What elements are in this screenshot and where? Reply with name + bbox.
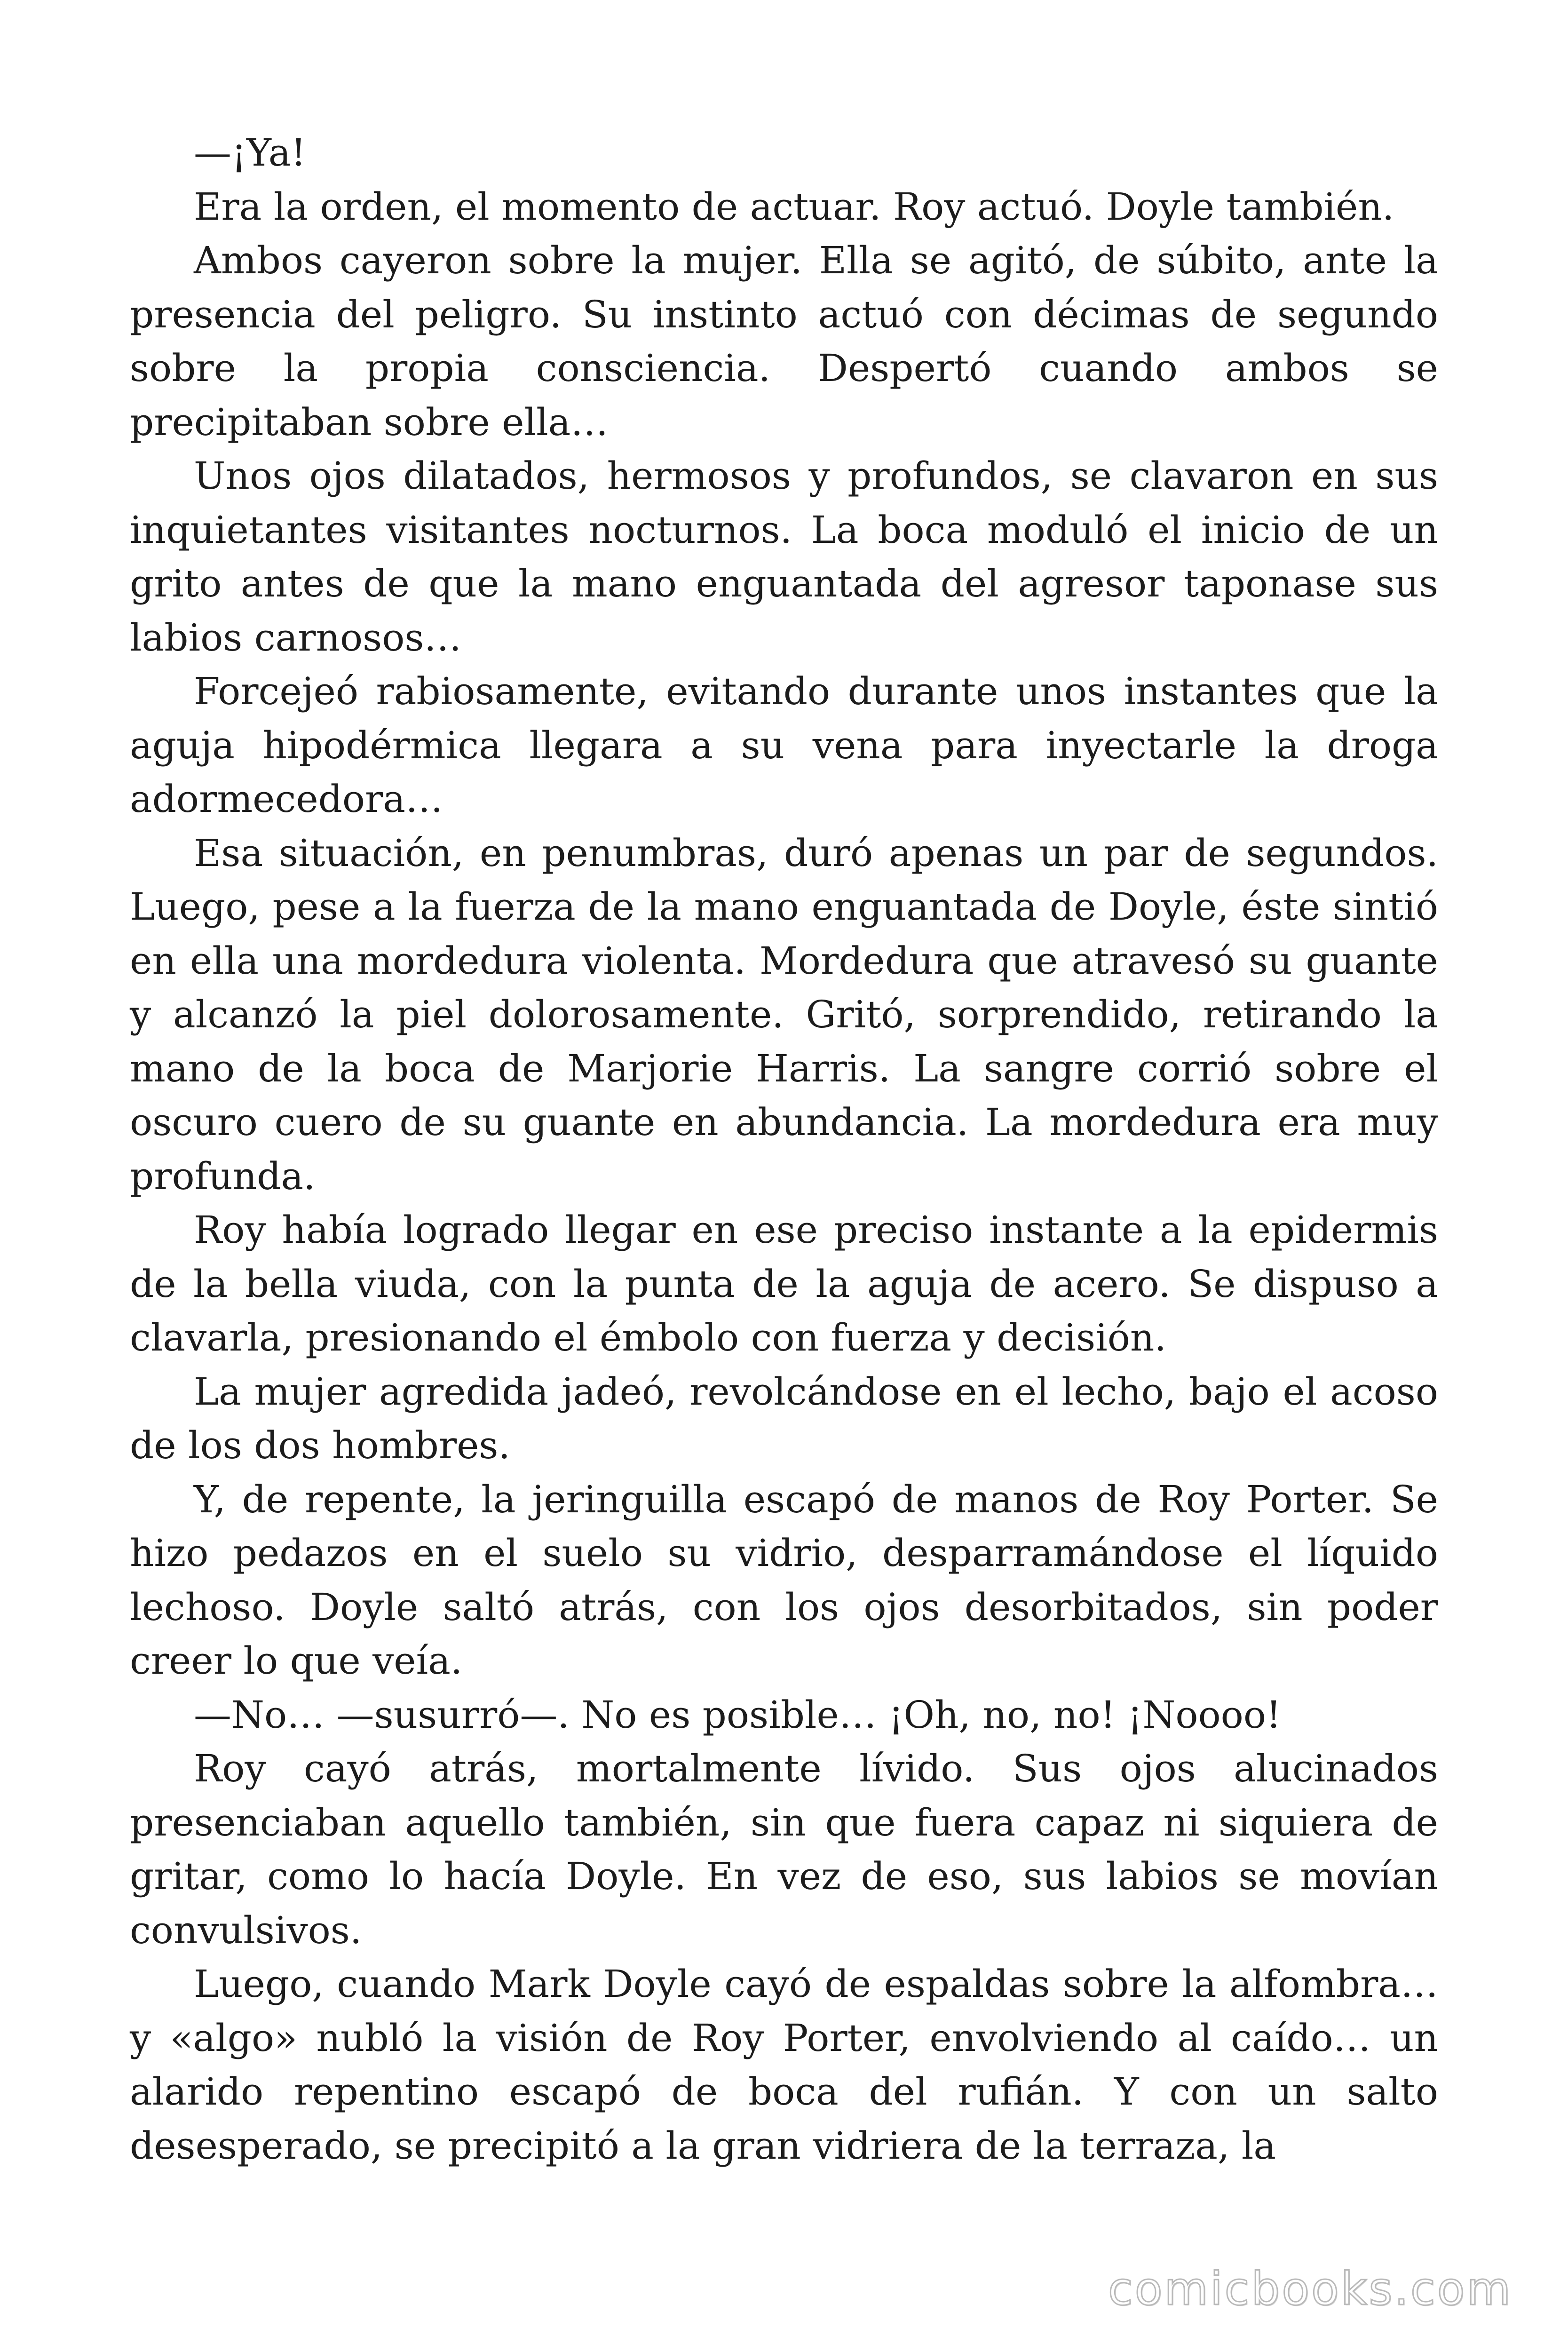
body-text: [130, 126, 1438, 2173]
paragraph-9: Y, de repente, la jeringuilla escapó de manos de Roy Porter. Se hizo pedazos en el suelo su vidrio, desparramándose el líquido lechoso. Doyle saltó atrás, con los ojos desorbitados, sin poder creer lo que veía.: [130, 1477, 1438, 1683]
paragraph-11: Roy cayó atrás, mortalmente lívido. Sus ojos alucinados presenciaban aquello también, sin que fuera capaz ni siquiera de gritar, como lo hacía Doyle. En vez de eso, sus labios se movían convulsivos.: [130, 1747, 1438, 1952]
paragraph-4: Unos ojos dilatados, hermosos y profundos, se clavaron en sus inquietantes visitantes nocturnos. La boca moduló el inicio de un grito antes de que la mano enguantada del agresor taponase sus labios carnosos…: [130, 454, 1438, 660]
paragraph-1: —¡Ya!: [194, 131, 306, 175]
paragraph-12: Luego, cuando Mark Doyle cayó de espaldas sobre la alfombra… y «algo» nubló la visión de Roy Porter, envolviendo al caído… un alarido repentino escapó de boca del rufián. Y con un salto desesperado, se precipitó a la gran vidriera de la terraza, la: [130, 1962, 1438, 2168]
paragraph-10: —No… —susurró—. No es posible… ¡Oh, no, no! ¡Noooo!: [194, 1692, 1282, 1737]
paragraph-5: Forcejeó rabiosamente, evitando durante unos instantes que la aguja hipodérmica llegara a su vena para inyectarle la droga adormecedora…: [130, 669, 1438, 821]
paragraph-8: La mujer agredida jadeó, revolcándose en el lecho, bajo el acoso de los dos hombres.: [130, 1369, 1438, 1467]
paragraph-2: Era la orden, el momento de actuar. Roy actuó. Doyle también.: [194, 184, 1394, 229]
watermark: comicbooks.com: [1108, 2263, 1513, 2315]
paragraph-3: Ambos cayeron sobre la mujer. Ella se agitó, de súbito, ante la presencia del peligro. Su instinto actuó con décimas de segundo sobre la propia consciencia. Despertó cuando ambos se precipitaban sobre ella…: [130, 238, 1438, 444]
paragraph-7: Roy había logrado llegar en ese preciso instante a la epidermis de la bella viuda, con la punta de la aguja de acero. Se dispuso a clavarla, presionando el émbolo con fuerza y decisión.: [130, 1208, 1438, 1359]
paragraph-6: Esa situación, en penumbras, duró apenas un par de segundos. Luego, pese a la fuerza de la mano enguantada de Doyle, éste sintió en ella una mordedura violenta. Mordedura que atravesó su guante y alcanzó la piel dolorosamente. Gritó, sorprendido, retirando la mano de la boca de Marjorie Harris. La sangre corrió sobre el oscuro cuero de su guante en abundancia. La mordedura era muy profunda.: [130, 831, 1438, 1198]
